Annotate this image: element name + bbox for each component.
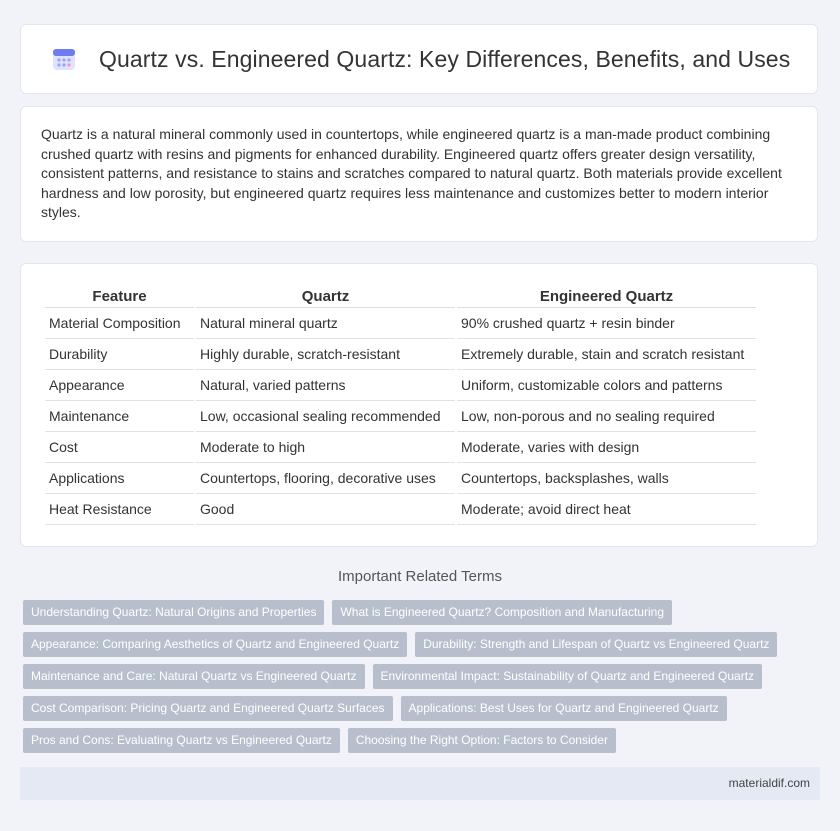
related-term-link[interactable]: Cost Comparison: Pricing Quartz and Engineered Quartz Surfaces (23, 696, 393, 721)
related-term-link[interactable]: Choosing the Right Option: Factors to Consider (348, 728, 616, 753)
tag-row (23, 728, 823, 753)
calendar-icon (51, 46, 77, 72)
tag-row (23, 696, 823, 721)
footer-site-link[interactable]: materialdif.com (728, 776, 810, 790)
column-header: Engineered Quartz (457, 286, 756, 308)
table-cell: Durability (45, 339, 194, 370)
table-cell: Moderate to high (196, 432, 455, 463)
table-cell: Maintenance (45, 401, 194, 432)
column-header: Quartz (196, 286, 455, 308)
table-cell: Countertops, flooring, decorative uses (196, 463, 455, 494)
table-cell: Moderate, varies with design (457, 432, 756, 463)
table-cell: Natural, varied patterns (196, 370, 455, 401)
related-term-link[interactable]: Maintenance and Care: Natural Quartz vs Engineered Quartz (23, 664, 365, 689)
related-term-link[interactable]: Appearance: Comparing Aesthetics of Quartz and Engineered Quartz (23, 632, 407, 657)
tag-row (23, 600, 823, 625)
table-row (45, 308, 756, 339)
table-cell: Low, non-porous and no sealing required (457, 401, 756, 432)
table-row (45, 370, 756, 401)
table-cell: Highly durable, scratch-resistant (196, 339, 455, 370)
table-cell: Appearance (45, 370, 194, 401)
table-cell: Cost (45, 432, 194, 463)
table-cell: 90% crushed quartz + resin binder (457, 308, 756, 339)
table-header-row (45, 286, 756, 308)
related-term-link[interactable]: Pros and Cons: Evaluating Quartz vs Engineered Quartz (23, 728, 340, 753)
table-cell: Material Composition (45, 308, 194, 339)
column-header: Feature (45, 286, 194, 308)
table-cell: Countertops, backsplashes, walls (457, 463, 756, 494)
related-term-link[interactable]: What is Engineered Quartz? Composition and Manufacturing (332, 600, 672, 625)
table-row (45, 463, 756, 494)
footer (20, 767, 820, 800)
table-row (45, 432, 756, 463)
table-cell: Low, occasional sealing recommended (196, 401, 455, 432)
related-term-link[interactable]: Durability: Strength and Lifespan of Quartz vs Engineered Quartz (415, 632, 777, 657)
table-row (45, 494, 756, 525)
tag-row (23, 632, 823, 657)
related-terms-list (23, 600, 823, 760)
page-title: Quartz vs. Engineered Quartz: Key Differences, Benefits, and Uses (99, 45, 791, 72)
comparison-table (43, 286, 758, 525)
table-cell: Natural mineral quartz (196, 308, 455, 339)
tag-row (23, 664, 823, 689)
table-row (45, 401, 756, 432)
header-card (20, 24, 818, 94)
table-cell: Moderate; avoid direct heat (457, 494, 756, 525)
related-term-link[interactable]: Understanding Quartz: Natural Origins and Properties (23, 600, 324, 625)
table-cell: Good (196, 494, 455, 525)
comparison-card (20, 263, 818, 547)
intro-card (20, 106, 818, 242)
table-cell: Applications (45, 463, 194, 494)
table-row (45, 339, 756, 370)
table-cell: Extremely durable, stain and scratch resistant (457, 339, 756, 370)
related-term-link[interactable]: Environmental Impact: Sustainability of Quartz and Engineered Quartz (373, 664, 763, 689)
intro-text: Quartz is a natural mineral commonly used in countertops, while engineered quartz is a man-made product combining crushed quartz with resins and pigments for enhanced durability. Engineered quartz offers greater design versatility, consistent patterns, and resistance to stains and scratches compared to natural quartz. Both materials provide excellent hardness and low porosity, but engineered quartz requires less maintenance and customizes better to modern interior styles. (41, 126, 782, 220)
table-cell: Uniform, customizable colors and patterns (457, 370, 756, 401)
related-term-link[interactable]: Applications: Best Uses for Quartz and Engineered Quartz (401, 696, 727, 721)
table-cell: Heat Resistance (45, 494, 194, 525)
related-terms-title: Important Related Terms (338, 568, 502, 585)
